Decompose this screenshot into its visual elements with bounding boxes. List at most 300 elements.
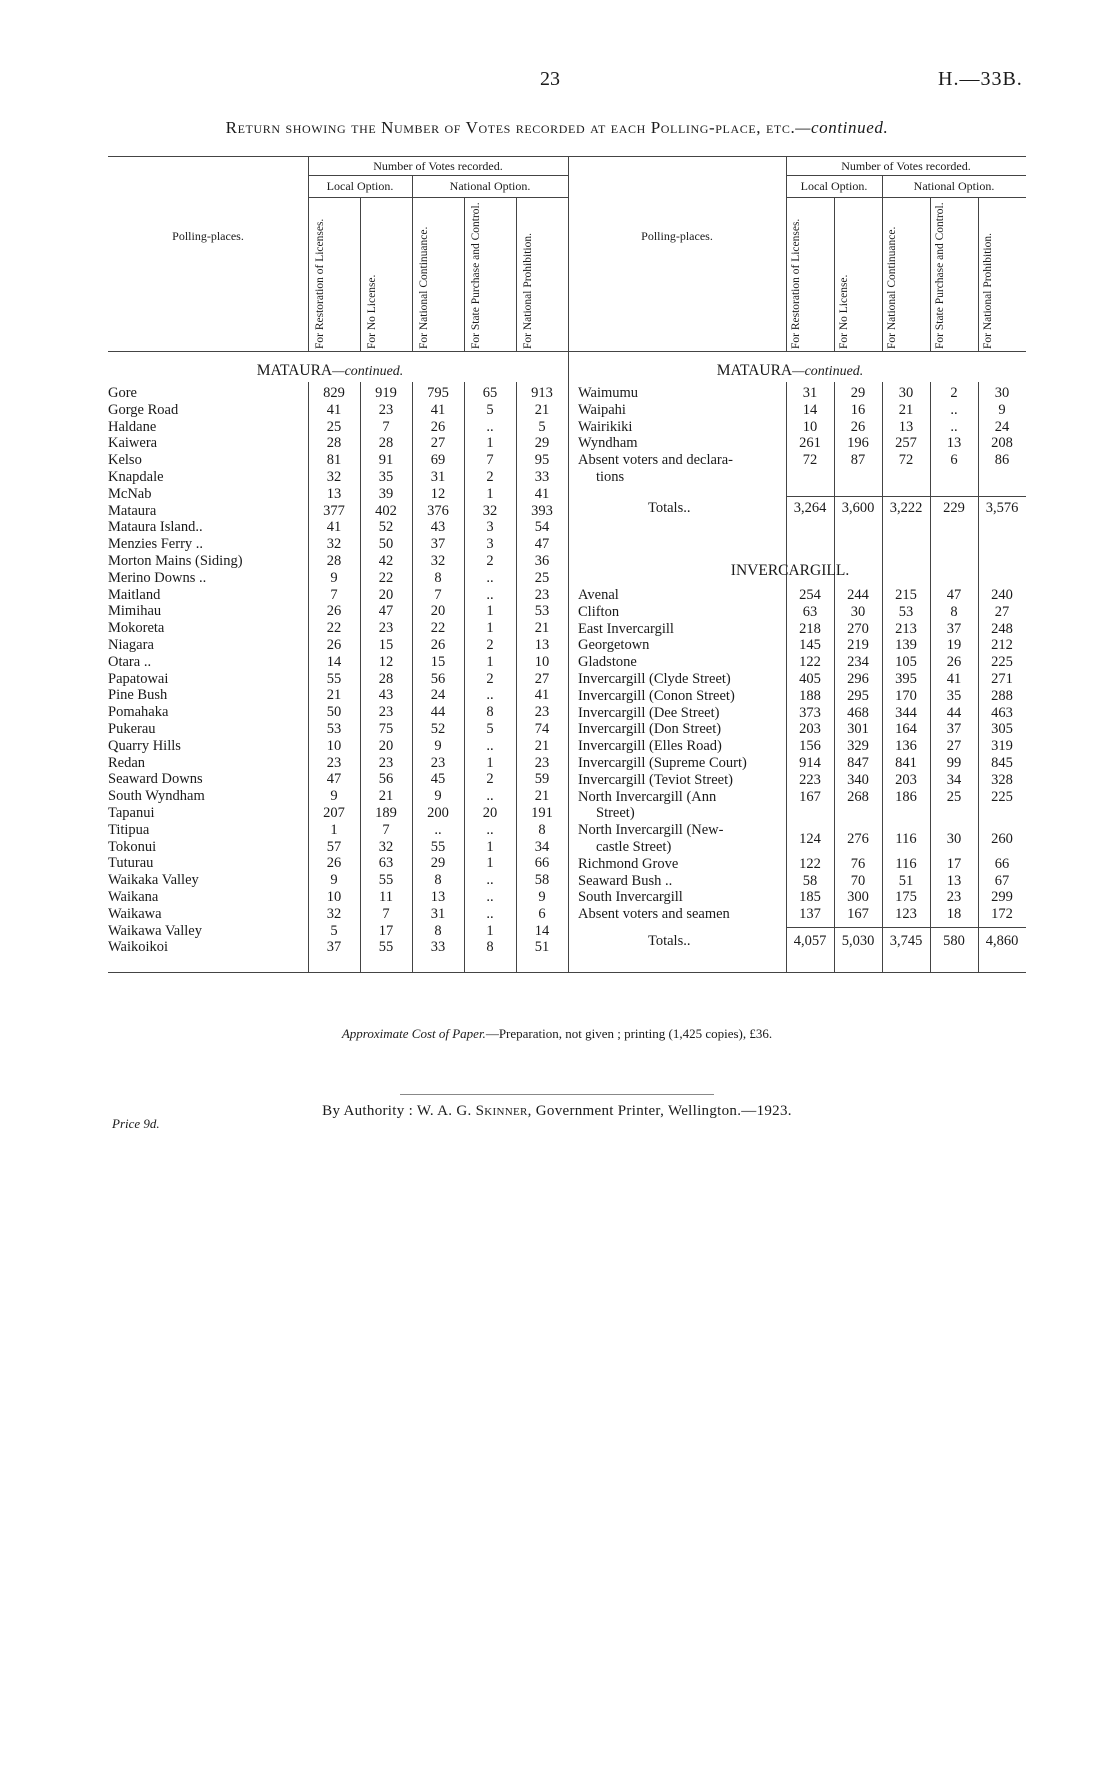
vote-count: 23 bbox=[378, 704, 394, 721]
vote-count: .. bbox=[486, 418, 494, 435]
total-value: 4,057 bbox=[793, 933, 827, 949]
vote-count: 23 bbox=[534, 704, 550, 721]
vote-count: 67 bbox=[994, 872, 1010, 889]
table-row bbox=[108, 906, 568, 923]
vote-count: 170 bbox=[895, 687, 917, 704]
page-title bbox=[0, 118, 1114, 138]
table-row bbox=[578, 755, 1026, 772]
table-row bbox=[578, 587, 1026, 604]
vote-count: 26 bbox=[430, 418, 446, 435]
section-continued: —continued. bbox=[792, 364, 864, 379]
vote-count: 29 bbox=[534, 435, 550, 452]
vote-count: 8 bbox=[950, 603, 958, 620]
vote-count: 167 bbox=[799, 788, 821, 805]
vote-count: 28 bbox=[378, 435, 394, 452]
polling-place-name: Tapanui bbox=[108, 805, 155, 821]
vote-count: .. bbox=[486, 569, 494, 586]
vote-count: 9 bbox=[434, 788, 442, 805]
vote-count: 340 bbox=[847, 771, 869, 788]
vote-count: 17 bbox=[946, 855, 962, 872]
vote-count: 10 bbox=[802, 418, 818, 435]
vote-count: 52 bbox=[378, 519, 394, 536]
vote-count: 7 bbox=[382, 418, 390, 435]
polling-place-name: North Invercargill (New- bbox=[578, 822, 724, 839]
vote-count: 23 bbox=[946, 889, 962, 906]
left-section-heading bbox=[180, 362, 480, 380]
vote-count: 164 bbox=[895, 721, 917, 738]
vote-count: 3 bbox=[486, 519, 494, 536]
vote-count: 47 bbox=[534, 536, 550, 553]
vote-count: 5 bbox=[486, 401, 494, 418]
vote-count: 2 bbox=[486, 771, 494, 788]
polling-place-name: Invercargill (Supreme Court) bbox=[578, 755, 747, 771]
authority-suffix: , Government Printer, Wellington.—1923. bbox=[527, 1103, 792, 1119]
vote-count: 43 bbox=[430, 519, 446, 536]
document-reference: H.—33B. bbox=[938, 68, 1023, 90]
authority-rule bbox=[400, 1094, 714, 1095]
table-row bbox=[578, 385, 1026, 402]
vote-count: 41 bbox=[326, 401, 342, 418]
vote-count: 56 bbox=[430, 670, 446, 687]
vote-count: 9 bbox=[330, 788, 338, 805]
vote-count: 373 bbox=[799, 704, 821, 721]
vote-count: 26 bbox=[326, 637, 342, 653]
national-option-header: National Option. bbox=[449, 179, 531, 193]
vote-count: 23 bbox=[378, 620, 394, 637]
polling-place-name: Seaward Bush .. bbox=[578, 872, 673, 889]
polling-place-name: South Wyndham bbox=[108, 788, 205, 805]
table-row bbox=[108, 503, 568, 520]
col-restoration-label: For Restoration of Licenses. bbox=[314, 218, 326, 349]
table-row bbox=[578, 721, 1026, 738]
votes-recorded-header: Number of Votes recorded. bbox=[373, 159, 503, 173]
table-row bbox=[578, 671, 1026, 688]
vote-count: 7 bbox=[330, 586, 338, 603]
authority-prefix: By Authority : W. A. G. bbox=[322, 1103, 472, 1119]
vote-count: 22 bbox=[430, 620, 446, 637]
vote-count: 5 bbox=[486, 721, 494, 737]
vote-count: 32 bbox=[326, 905, 342, 922]
polling-place-name: Gore bbox=[108, 385, 137, 401]
vote-count: 72 bbox=[898, 452, 914, 469]
total-value: 5,030 bbox=[841, 933, 875, 949]
table-row bbox=[578, 452, 1026, 486]
vote-count: .. bbox=[486, 737, 494, 754]
vote-count: 41 bbox=[534, 687, 550, 704]
polling-place-name: Invercargill (Clyde Street) bbox=[578, 671, 731, 687]
vote-count: 29 bbox=[430, 855, 446, 872]
total-value: 580 bbox=[943, 933, 965, 949]
vote-count: 175 bbox=[895, 889, 917, 906]
polling-place-name: Waikawa Valley bbox=[108, 922, 202, 939]
table-row bbox=[108, 771, 568, 788]
vote-count: 22 bbox=[378, 569, 394, 586]
vote-count: 136 bbox=[895, 738, 917, 755]
vote-count: 63 bbox=[378, 855, 394, 872]
vote-count: 30 bbox=[850, 603, 866, 620]
table-row bbox=[108, 755, 568, 772]
vote-count: 27 bbox=[994, 603, 1010, 620]
polling-place-name: Mataura bbox=[108, 502, 157, 519]
vote-count: 50 bbox=[378, 536, 394, 553]
table-row bbox=[108, 839, 568, 856]
table-row bbox=[108, 923, 568, 940]
vote-count: 1 bbox=[486, 838, 494, 855]
national-option-header: National Option. bbox=[913, 179, 995, 193]
polling-place-name: Waipahi bbox=[578, 401, 626, 418]
vote-count: 122 bbox=[799, 654, 821, 671]
polling-place-name: Seaward Downs bbox=[108, 771, 203, 788]
vote-count: 186 bbox=[895, 788, 917, 805]
vote-count: 344 bbox=[895, 704, 917, 721]
vote-count: 76 bbox=[850, 855, 866, 872]
price: Price 9d. bbox=[112, 1116, 160, 1131]
vote-count: 167 bbox=[847, 906, 869, 923]
vote-count: 26 bbox=[430, 637, 446, 653]
vote-count: 10 bbox=[326, 889, 342, 905]
vote-count: 7 bbox=[382, 821, 390, 838]
polling-place-name: Morton Mains (Siding) bbox=[108, 553, 243, 569]
vote-count: 28 bbox=[326, 435, 342, 452]
polling-place-name: Otara .. bbox=[108, 653, 152, 670]
polling-place-name: Papatowai bbox=[108, 670, 169, 687]
vote-count: 65 bbox=[482, 385, 498, 401]
vote-count: 2 bbox=[486, 553, 494, 569]
total-value: 3,576 bbox=[985, 499, 1019, 516]
polling-place-name-cont: castle Street) bbox=[596, 838, 672, 855]
vote-count: 3 bbox=[486, 536, 494, 553]
polling-place-name: McNab bbox=[108, 485, 152, 502]
vote-count: 20 bbox=[378, 737, 394, 754]
polling-place-name: East Invercargill bbox=[578, 620, 674, 637]
table-row bbox=[108, 822, 568, 839]
vote-count: 24 bbox=[430, 687, 446, 704]
vote-count: 15 bbox=[430, 653, 446, 670]
table-row bbox=[578, 419, 1026, 436]
vote-count: 203 bbox=[799, 721, 821, 738]
vote-count: 41 bbox=[430, 401, 446, 418]
vote-count: 41 bbox=[534, 485, 550, 502]
vote-count: 47 bbox=[946, 587, 962, 603]
vote-count: 23 bbox=[430, 754, 446, 771]
vote-count: 39 bbox=[378, 485, 394, 502]
totals-row bbox=[578, 500, 1026, 517]
vote-count: .. bbox=[486, 586, 494, 603]
table-row bbox=[108, 805, 568, 822]
polling-place-name: Maitland bbox=[108, 586, 161, 603]
vote-count: 9 bbox=[434, 737, 442, 754]
vote-count: .. bbox=[486, 872, 494, 889]
right-table-header bbox=[568, 156, 1026, 352]
vote-count: 63 bbox=[802, 603, 818, 620]
vote-count: .. bbox=[486, 889, 494, 905]
vote-count: 35 bbox=[946, 687, 962, 704]
total-value: 3,222 bbox=[889, 499, 923, 516]
table-row bbox=[578, 637, 1026, 654]
vote-count: 2 bbox=[486, 469, 494, 485]
vote-count: 87 bbox=[850, 452, 866, 469]
title-continued: —continued. bbox=[795, 118, 889, 137]
vote-count: .. bbox=[434, 821, 442, 838]
vote-count: 55 bbox=[326, 670, 342, 687]
vote-count: 105 bbox=[895, 654, 917, 671]
col-state-purchase-label: For State Purchase and Control. bbox=[934, 202, 946, 349]
vote-count: 17 bbox=[378, 922, 394, 939]
vote-count: 841 bbox=[895, 755, 917, 771]
polling-place-name: Clifton bbox=[578, 603, 620, 620]
vote-count: 57 bbox=[326, 838, 342, 855]
table-row bbox=[578, 889, 1026, 906]
vote-count: 295 bbox=[847, 687, 869, 704]
polling-place-name: Tuturau bbox=[108, 855, 154, 872]
vote-count: 9 bbox=[998, 401, 1006, 418]
local-option-header: Local Option. bbox=[800, 179, 868, 193]
vote-count: 23 bbox=[326, 754, 342, 771]
col-restoration-label: For Restoration of Licenses. bbox=[790, 218, 802, 349]
vote-count: 18 bbox=[946, 906, 962, 923]
polling-place-name: Waikana bbox=[108, 889, 159, 905]
polling-place-name: Wairikiki bbox=[578, 418, 633, 435]
vote-count: 296 bbox=[847, 671, 869, 687]
vote-count: 42 bbox=[378, 553, 394, 569]
vote-count: 25 bbox=[946, 788, 962, 805]
vote-count: .. bbox=[486, 821, 494, 838]
vote-count: 913 bbox=[531, 385, 553, 401]
vote-count: 58 bbox=[802, 872, 818, 889]
col-no-license-label: For No License. bbox=[366, 274, 378, 349]
vote-count: 32 bbox=[326, 469, 342, 485]
vote-count: 13 bbox=[534, 637, 550, 653]
vote-count: 13 bbox=[430, 889, 446, 905]
polling-places-header: Polling-places. bbox=[172, 229, 244, 243]
vote-count: 225 bbox=[991, 788, 1013, 805]
polling-place-name: Pine Bush bbox=[108, 687, 168, 704]
table-row bbox=[578, 906, 1026, 923]
polling-place-name: Absent voters and seamen bbox=[578, 906, 730, 923]
vote-count: 1 bbox=[486, 485, 494, 502]
polling-place-name: Invercargill (Elles Road) bbox=[578, 738, 722, 755]
vote-count: 7 bbox=[486, 452, 494, 469]
vote-count: .. bbox=[486, 905, 494, 922]
vote-count: 12 bbox=[378, 653, 394, 670]
vote-count: 41 bbox=[326, 519, 342, 536]
votes-recorded-header: Number of Votes recorded. bbox=[841, 159, 971, 173]
section-continued: —continued. bbox=[332, 364, 404, 379]
title-main: Return showing the Number of Votes recorded at each Polling-place, etc. bbox=[225, 118, 796, 137]
vote-count: 30 bbox=[946, 830, 962, 847]
vote-count: 31 bbox=[430, 905, 446, 922]
vote-count: 50 bbox=[326, 704, 342, 721]
table-row bbox=[578, 688, 1026, 705]
polling-place-name: Waikaka Valley bbox=[108, 872, 199, 889]
polling-place-name: Absent voters and declara- bbox=[578, 452, 734, 469]
vote-count: 328 bbox=[991, 771, 1013, 788]
table-row bbox=[578, 738, 1026, 755]
vote-count: 795 bbox=[427, 385, 449, 401]
col-national-continuance-label: For National Continuance. bbox=[418, 226, 430, 349]
col-national-continuance-label: For National Continuance. bbox=[886, 226, 898, 349]
vote-count: 234 bbox=[847, 654, 869, 671]
vote-count: 21 bbox=[534, 401, 550, 418]
vote-count: 268 bbox=[847, 788, 869, 805]
vote-count: 37 bbox=[326, 939, 342, 956]
table-row bbox=[578, 772, 1026, 789]
vote-count: 463 bbox=[991, 704, 1013, 721]
vote-count: 5 bbox=[330, 922, 338, 939]
polling-place-name: Invercargill (Don Street) bbox=[578, 721, 722, 738]
vote-count: 919 bbox=[375, 385, 397, 401]
vote-count: 56 bbox=[378, 771, 394, 788]
vote-count: 13 bbox=[946, 435, 962, 452]
vote-count: 55 bbox=[378, 872, 394, 889]
vote-count: 21 bbox=[378, 788, 394, 805]
table-row bbox=[108, 435, 568, 452]
table-row bbox=[108, 654, 568, 671]
polling-place-name: Merino Downs .. bbox=[108, 569, 207, 586]
vote-count: 27 bbox=[946, 738, 962, 755]
vote-count: 52 bbox=[430, 721, 446, 737]
vote-count: 9 bbox=[330, 872, 338, 889]
total-value: 3,745 bbox=[889, 933, 923, 949]
vote-count: 32 bbox=[430, 553, 446, 569]
vote-count: 44 bbox=[946, 704, 962, 721]
vote-count: 301 bbox=[847, 721, 869, 738]
total-value: 4,860 bbox=[985, 933, 1019, 949]
section-name: MATAURA bbox=[716, 362, 793, 379]
vote-count: 9 bbox=[330, 569, 338, 586]
vote-count: 30 bbox=[898, 385, 914, 401]
total-value: 3,264 bbox=[793, 499, 827, 516]
vote-count: 33 bbox=[534, 469, 550, 485]
vote-count: 34 bbox=[534, 838, 550, 855]
vote-count: 914 bbox=[799, 755, 821, 771]
polling-place-name: Waimumu bbox=[578, 385, 639, 401]
vote-count: 7 bbox=[382, 905, 390, 922]
vote-count: 32 bbox=[378, 838, 394, 855]
section-name: MATAURA bbox=[256, 362, 333, 379]
vote-count: 376 bbox=[427, 502, 449, 519]
cost-text: —Preparation, not given ; printing (1,425 copies), £36. bbox=[485, 1026, 773, 1041]
table-row bbox=[578, 822, 1026, 856]
polling-place-name: Georgetown bbox=[578, 637, 650, 654]
vote-count: 288 bbox=[991, 687, 1013, 704]
vote-count: 53 bbox=[898, 603, 914, 620]
vote-count: 27 bbox=[534, 670, 550, 687]
vote-count: 53 bbox=[326, 721, 342, 737]
vote-count: 248 bbox=[991, 620, 1013, 637]
vote-count: 25 bbox=[534, 569, 550, 586]
vote-count: 41 bbox=[946, 671, 962, 687]
polling-place-name: Mataura Island.. bbox=[108, 519, 203, 536]
vote-count: 32 bbox=[326, 536, 342, 553]
vote-count: .. bbox=[950, 401, 958, 418]
vote-count: .. bbox=[950, 418, 958, 435]
table-row bbox=[108, 939, 568, 956]
table-row bbox=[578, 402, 1026, 419]
vote-count: 15 bbox=[378, 637, 394, 653]
vote-count: 28 bbox=[326, 553, 342, 569]
vote-count: 8 bbox=[434, 569, 442, 586]
table-row bbox=[578, 705, 1026, 722]
vote-count: 34 bbox=[946, 771, 962, 788]
vote-count: 26 bbox=[946, 654, 962, 671]
polling-place-name: Kaiwera bbox=[108, 435, 158, 452]
vote-count: 55 bbox=[430, 838, 446, 855]
local-option-header: Local Option. bbox=[326, 179, 394, 193]
vote-count: 122 bbox=[799, 855, 821, 872]
totals-label: Totals.. bbox=[648, 933, 691, 949]
table-row bbox=[108, 519, 568, 536]
vote-count: 254 bbox=[799, 587, 821, 603]
table-row bbox=[108, 419, 568, 436]
table-row bbox=[108, 402, 568, 419]
vote-count: 75 bbox=[378, 721, 394, 737]
total-value: 3,600 bbox=[841, 499, 875, 516]
vote-count: 33 bbox=[430, 939, 446, 956]
vote-count: 200 bbox=[427, 805, 449, 821]
totals-rule bbox=[786, 927, 1026, 928]
table-row bbox=[108, 671, 568, 688]
col-no-license-label: For No License. bbox=[838, 274, 850, 349]
vote-count: .. bbox=[486, 687, 494, 704]
table-row bbox=[578, 435, 1026, 452]
vote-count: 225 bbox=[991, 654, 1013, 671]
vote-count: 8 bbox=[434, 872, 442, 889]
polling-place-name: Knapdale bbox=[108, 469, 164, 485]
polling-place-name: Gladstone bbox=[578, 654, 637, 671]
vote-count: 23 bbox=[378, 401, 394, 418]
vote-count: 270 bbox=[847, 620, 869, 637]
vote-count: 8 bbox=[434, 922, 442, 939]
vote-count: 1 bbox=[330, 821, 338, 838]
vote-count: 829 bbox=[323, 385, 345, 401]
right-section-heading bbox=[640, 362, 940, 380]
polling-place-name: Invercargill (Conon Street) bbox=[578, 687, 735, 704]
vote-count: 377 bbox=[323, 502, 345, 519]
table-row bbox=[108, 587, 568, 604]
table-row bbox=[108, 855, 568, 872]
vote-count: 32 bbox=[482, 502, 498, 519]
authority-line bbox=[0, 1103, 1114, 1120]
vote-count: 91 bbox=[378, 452, 394, 469]
vote-count: 2 bbox=[486, 670, 494, 687]
invercargill-section-heading: INVERCARGILL. bbox=[730, 562, 850, 579]
vote-count: 47 bbox=[378, 603, 394, 620]
vote-count: 14 bbox=[534, 922, 550, 939]
polling-place-name: Pukerau bbox=[108, 721, 156, 737]
vote-count: 8 bbox=[486, 939, 494, 956]
vote-count: 45 bbox=[430, 771, 446, 788]
vote-count: 23 bbox=[534, 586, 550, 603]
vote-count: 845 bbox=[991, 755, 1013, 771]
table-row bbox=[108, 603, 568, 620]
vote-count: 26 bbox=[326, 603, 342, 620]
polling-place-name: South Invercargill bbox=[578, 889, 683, 906]
vote-count: 1 bbox=[486, 653, 494, 670]
polling-place-name-cont: tions bbox=[596, 468, 625, 485]
table-row bbox=[578, 873, 1026, 890]
vote-count: 207 bbox=[323, 805, 345, 821]
vote-count: 1 bbox=[486, 922, 494, 939]
vote-count: 51 bbox=[898, 872, 914, 889]
totals-rule bbox=[786, 496, 1026, 497]
vote-count: 123 bbox=[895, 906, 917, 923]
vote-count: 74 bbox=[534, 721, 550, 737]
vote-count: 156 bbox=[799, 738, 821, 755]
vote-count: 244 bbox=[847, 587, 869, 603]
vote-count: 393 bbox=[531, 502, 553, 519]
vote-count: 23 bbox=[378, 754, 394, 771]
